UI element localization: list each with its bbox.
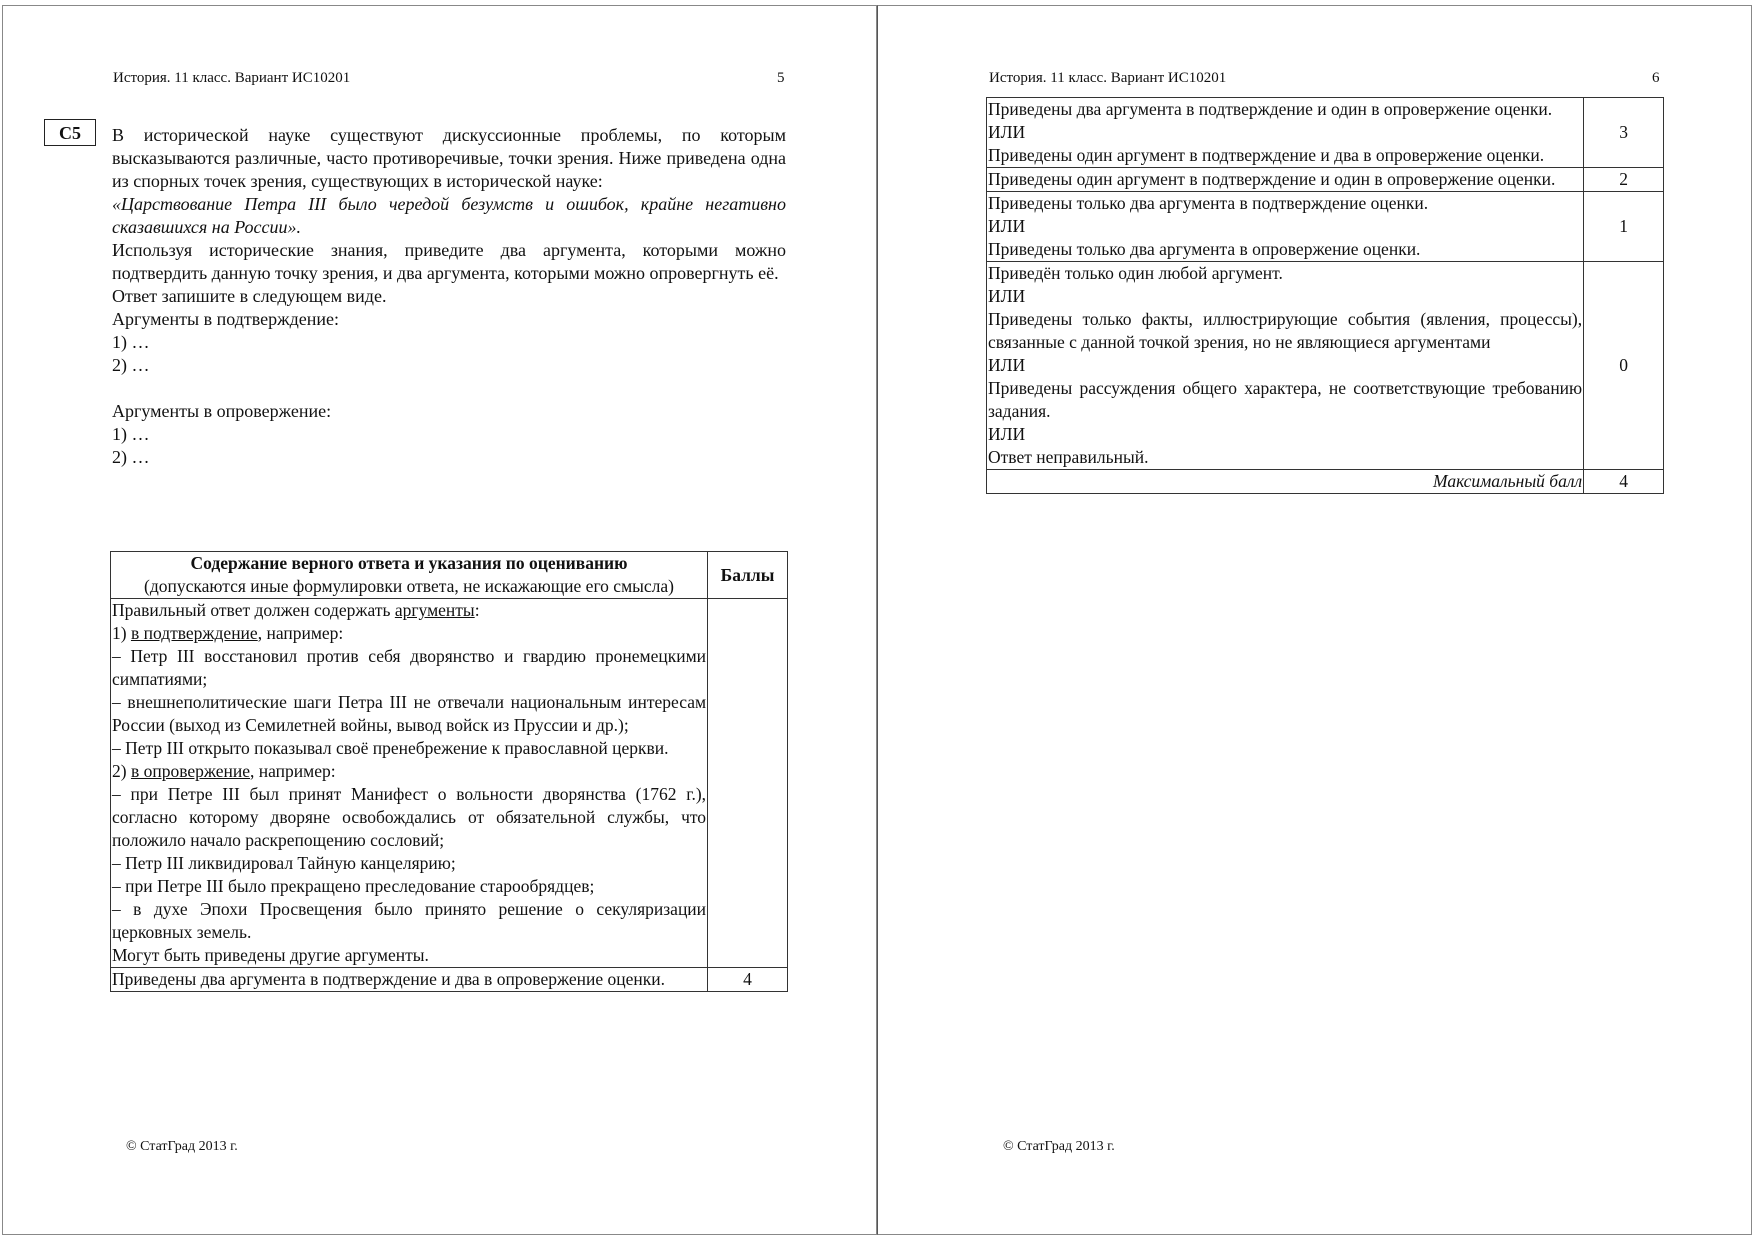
criterion-text: Ответ неправильный. — [988, 447, 1149, 467]
or-separator: ИЛИ — [988, 286, 1026, 306]
args-against-item: 1) … — [112, 424, 150, 444]
criterion-text: Приведены два аргумента в подтверждение и один в опровержение оценки. — [988, 99, 1553, 119]
args-against-item: 2) … — [112, 447, 150, 467]
for-suffix: , например: — [257, 623, 344, 643]
page-header: История. 11 класс. Вариант ИС10201 — [113, 70, 351, 86]
against-prefix: 2) — [112, 761, 131, 781]
table-row — [987, 192, 1664, 262]
list-item: – при Петре III было прекращено преследование старообрядцев; — [112, 876, 595, 896]
criterion-cell — [987, 262, 1584, 470]
table-row — [987, 262, 1664, 470]
empty-points-cell — [708, 599, 788, 968]
points-header: Баллы — [708, 552, 788, 599]
args-for-item: 1) … — [112, 332, 150, 352]
criteria-header-title: Содержание верного ответа и указания по оцениванию — [190, 553, 628, 573]
answer-intro: Правильный ответ должен содержать — [112, 600, 395, 620]
list-item: – при Петре III был принят Манифест о вольности дворянства (1762 г.), согласно которому дворяне освобождались от обязательной службы, что положило начало раскрепощению сословий; — [112, 784, 707, 850]
list-item: – Петр III ликвидировал Тайную канцелярию; — [112, 853, 456, 873]
other-args-note: Могут быть приведены другие аргументы. — [112, 945, 429, 965]
points-cell: 4 — [708, 968, 788, 992]
page-number: 5 — [777, 70, 785, 86]
list-item: – Петр III открыто показывал своё пренебрежение к православной церкви. — [112, 738, 669, 758]
criterion-text: Приведены только факты, иллюстрирующие события (явления, процессы), связанные с данной точкой зрения, но не являющиеся аргументами — [988, 309, 1583, 352]
max-score-label: Максимальный балл — [987, 470, 1584, 494]
points-cell: 3 — [1584, 98, 1664, 168]
criterion-text: Приведены только два аргумента в подтверждение оценки. — [988, 193, 1429, 213]
args-for-label: Аргументы в подтверждение: — [112, 309, 339, 329]
table-row — [987, 470, 1664, 494]
page-footer: © СтатГрад 2013 г. — [126, 1139, 238, 1154]
criteria-header-note: (допускаются иные формулировки ответа, не искажающие его смысла) — [144, 576, 675, 596]
table-row — [987, 98, 1664, 168]
grading-table — [110, 551, 788, 992]
task-intro: В исторической науке существуют дискуссионные проблемы, по которым высказываются различные, часто противоречивые, точки зрения. Ниже приведена одна из спорных точек зрения, существующих в исторической науке: — [112, 125, 786, 191]
criterion-text: Приведены один аргумент в подтверждение и два в опровержение оценки. — [988, 145, 1545, 165]
list-item: – в духе Эпохи Просвещения было принято решение о секуляризации церковных земель. — [112, 899, 707, 942]
points-cell: 2 — [1584, 168, 1664, 192]
criteria-header — [111, 552, 708, 599]
list-item: – внешнеполитические шаги Петра III не отвечали национальным интересам России (выход из Семилетней войны, вывод войск из Пруссии и др.); — [112, 692, 707, 735]
or-separator: ИЛИ — [988, 355, 1026, 375]
criterion-text: Приведён только один любой аргумент. — [988, 263, 1283, 283]
or-separator: ИЛИ — [988, 122, 1026, 142]
task-quote: «Царствование Петра III было чередой безумств и ошибок, крайне негативно сказавшихся на России». — [112, 194, 786, 237]
criterion-text: Приведены только два аргумента в опровержение оценки. — [988, 239, 1421, 259]
points-cell: 0 — [1584, 262, 1664, 470]
task-label: С5 — [44, 119, 96, 146]
for-prefix: 1) — [112, 623, 131, 643]
criterion-cell: Приведены два аргумента в подтверждение и два в опровержение оценки. — [111, 968, 708, 992]
task-text — [112, 124, 786, 469]
list-item: – Петр III восстановил против себя дворянство и гвардию пронемецкими симпатиями; — [112, 646, 707, 689]
for-label: в подтверждение — [130, 623, 258, 643]
answer-intro-colon: : — [474, 600, 480, 620]
table-row — [111, 968, 788, 992]
criterion-cell — [987, 192, 1584, 262]
criterion-cell: Приведены один аргумент в подтверждение и один в опровержение оценки. — [987, 168, 1584, 192]
answer-format: Ответ запишите в следующем виде. — [112, 286, 387, 306]
max-score-value: 4 — [1584, 470, 1664, 494]
page-header: История. 11 класс. Вариант ИС10201 — [989, 70, 1227, 86]
against-label: в опровержение — [130, 761, 251, 781]
table-row — [111, 599, 788, 968]
table-header-row — [111, 552, 788, 599]
table-row — [987, 168, 1664, 192]
task-instruction: Используя исторические знания, приведите два аргумента, которыми можно подтвердить данную точку зрения, и два аргумента, которыми можно опровергнуть её. — [112, 240, 786, 283]
answer-intro-underlined: аргументы — [394, 600, 475, 620]
args-for-item: 2) … — [112, 355, 150, 375]
or-separator: ИЛИ — [988, 424, 1026, 444]
page-footer: © СтатГрад 2013 г. — [1003, 1139, 1115, 1154]
points-cell: 1 — [1584, 192, 1664, 262]
args-against-label: Аргументы в опровержение: — [112, 401, 332, 421]
against-suffix: , например: — [250, 761, 336, 781]
grading-table-continued — [986, 97, 1664, 494]
criterion-text: Приведены рассуждения общего характера, не соответствующие требованию задания. — [988, 378, 1583, 421]
answer-content-cell — [111, 599, 708, 968]
criterion-cell — [987, 98, 1584, 168]
page-number: 6 — [1652, 70, 1660, 86]
or-separator: ИЛИ — [988, 216, 1026, 236]
